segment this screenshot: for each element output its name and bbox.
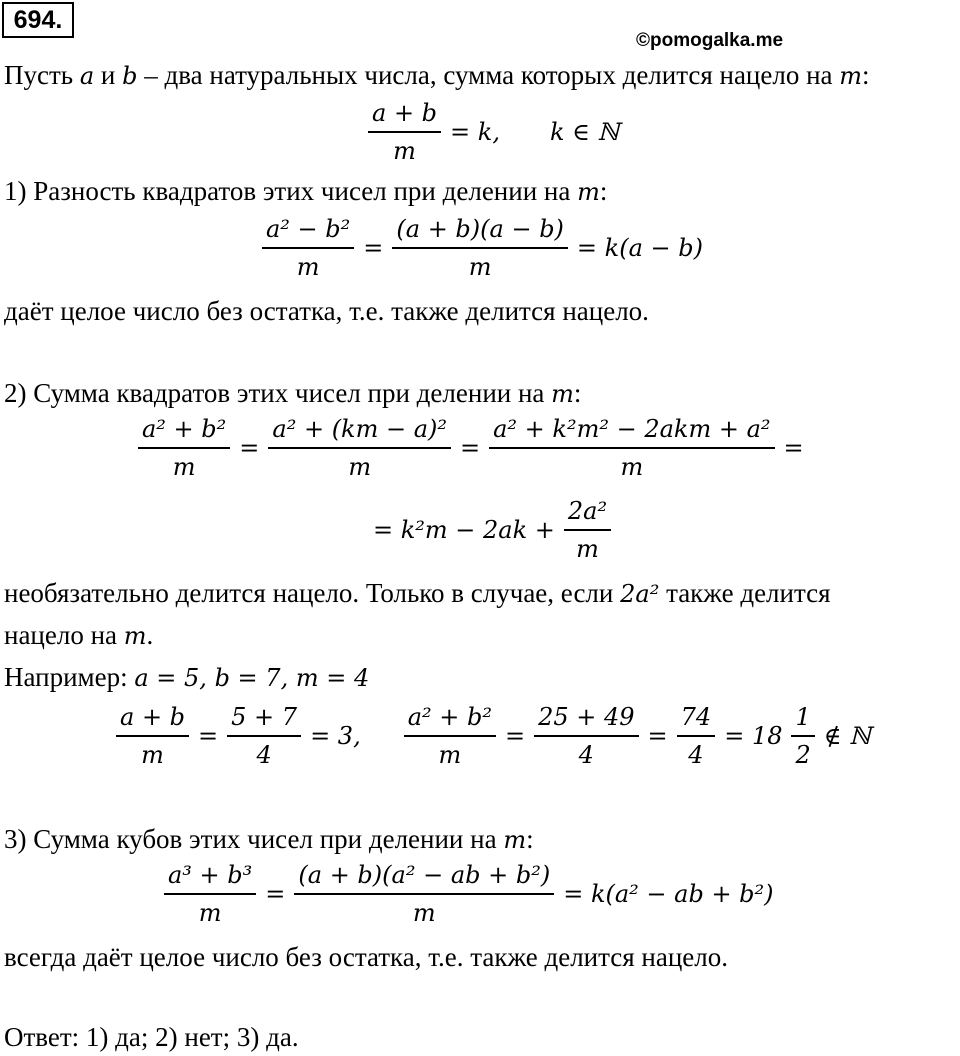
- intro-colon: :: [862, 60, 870, 90]
- fraction: [227, 702, 301, 770]
- fraction: [138, 414, 230, 482]
- equals-sign: =: [265, 880, 286, 908]
- part2-conclusion-line2: [4, 620, 153, 651]
- fraction: [791, 702, 814, 770]
- conclusion-text: нацело на: [4, 620, 124, 650]
- denominator: m: [564, 529, 611, 564]
- part1-heading-text: 1) Разность квадратов этих чисел при делении на: [4, 176, 578, 206]
- equation-expression: = k²m − 2ak +: [373, 516, 555, 544]
- equals-sign: =: [460, 434, 481, 462]
- denominator: m: [268, 447, 451, 482]
- denominator: 4: [677, 735, 716, 770]
- conclusion-text: необязательно делится нацело. Только в случае, если: [4, 578, 621, 608]
- var-a: a: [79, 62, 95, 90]
- part3-colon: :: [526, 824, 534, 854]
- part3-heading-text: 3) Сумма кубов этих чисел при делении на: [4, 824, 504, 854]
- equals-sign: =: [647, 722, 668, 750]
- watermark: ©pomogalka.me: [636, 30, 784, 51]
- equation-condition: k ∈ ℕ: [549, 118, 620, 146]
- numerator: 74: [680, 703, 712, 731]
- equals-sign: =: [239, 434, 260, 462]
- equals-sign: =: [504, 722, 526, 750]
- denominator: m: [138, 447, 230, 482]
- mixed-number-whole: = 18: [724, 722, 783, 750]
- numerator: 25 + 49: [538, 703, 635, 731]
- equals-sign: =: [198, 722, 219, 750]
- part2-heading-text: 2) Сумма квадратов этих чисел при делении на: [4, 378, 552, 408]
- part1-colon: :: [599, 176, 608, 206]
- var-m: m: [577, 178, 600, 206]
- denominator: 2: [791, 735, 814, 770]
- conclusion-expression: 2a²: [620, 580, 660, 608]
- numerator: a + b: [372, 99, 438, 127]
- part3-conclusion: всегда даёт целое число без остатка, т.е. также делится нацело.: [4, 942, 729, 972]
- fraction: [116, 702, 189, 770]
- equals-sign: =: [783, 434, 804, 462]
- numerator: a³ + b³: [168, 861, 253, 889]
- numerator: (a + b)(a² − ab + b²): [298, 861, 551, 889]
- numerator: a² − b²: [266, 215, 351, 243]
- example-label: Например:: [4, 662, 135, 692]
- part3-heading: [4, 824, 534, 855]
- fraction: [677, 702, 716, 770]
- numerator: 1: [795, 703, 811, 731]
- numerator: a² + k²m² − 2akm + a²: [493, 415, 771, 443]
- numerator: 2a²: [567, 497, 608, 525]
- denominator: m: [262, 247, 354, 282]
- denominator: 4: [534, 735, 638, 770]
- intro-text-1: Пусть: [4, 60, 80, 90]
- denominator: 4: [227, 735, 301, 770]
- denominator: m: [392, 247, 568, 282]
- not-in-naturals: ∉ ℕ: [823, 722, 872, 750]
- conclusion-dot: .: [146, 620, 154, 650]
- fraction: [392, 214, 568, 282]
- denominator: m: [368, 131, 441, 166]
- intro-line: [4, 60, 870, 91]
- equation-rhs: = k,: [450, 118, 500, 146]
- result-value: = 3,: [310, 722, 361, 750]
- var-m: m: [123, 622, 147, 650]
- equation-sum-divisible: [364, 98, 624, 166]
- numerator: 5 + 7: [231, 703, 298, 731]
- numerator: a² + b²: [142, 415, 227, 443]
- part1-conclusion: даёт целое число без остатка, т.е. также делится нацело.: [4, 296, 649, 326]
- fraction: [164, 860, 256, 928]
- part2-conclusion-line1: [4, 578, 831, 609]
- part1-heading: [4, 176, 607, 207]
- equation-rhs: = k(a² − ab + b²): [563, 880, 774, 908]
- part1-equation: [258, 214, 708, 282]
- fraction: [294, 860, 554, 928]
- fraction: [262, 214, 354, 282]
- fraction: [564, 496, 611, 564]
- part2-colon: :: [573, 378, 582, 408]
- part2-heading: [4, 378, 581, 409]
- fraction: [368, 98, 441, 166]
- var-b: b: [122, 62, 138, 90]
- conclusion-text: также делится: [659, 578, 831, 608]
- denominator: m: [164, 893, 256, 928]
- numerator: a² + (km − a)²: [272, 415, 448, 443]
- equals-sign: =: [363, 234, 384, 262]
- example-line: [4, 662, 369, 693]
- denominator: m: [116, 735, 189, 770]
- answer-line: Ответ: 1) да; 2) нет; 3) да.: [4, 1022, 299, 1052]
- var-m: m: [551, 380, 574, 408]
- intro-text-3: – два натуральных числа, сумма которых делится нацело на: [137, 60, 840, 90]
- part2-equation-line1: [134, 414, 809, 482]
- numerator: (a + b)(a − b): [396, 215, 564, 243]
- numerator: a² + b²: [407, 703, 492, 731]
- fraction: [534, 702, 638, 770]
- var-m: m: [503, 826, 527, 854]
- denominator: m: [404, 735, 496, 770]
- part2-equation-line2: [368, 496, 615, 564]
- intro-text-2: и: [94, 60, 123, 90]
- equation-rhs: = k(a − b): [576, 234, 703, 262]
- denominator: m: [294, 893, 554, 928]
- denominator: m: [489, 447, 774, 482]
- fraction: [489, 414, 774, 482]
- problem-number: 694.: [2, 2, 74, 38]
- var-m: m: [839, 62, 863, 90]
- fraction: [268, 414, 451, 482]
- numerator: a + b: [120, 703, 186, 731]
- example-equation: [112, 702, 876, 770]
- fraction: [404, 702, 496, 770]
- part3-equation: [160, 860, 779, 928]
- example-values: a = 5, b = 7, m = 4: [134, 664, 370, 692]
